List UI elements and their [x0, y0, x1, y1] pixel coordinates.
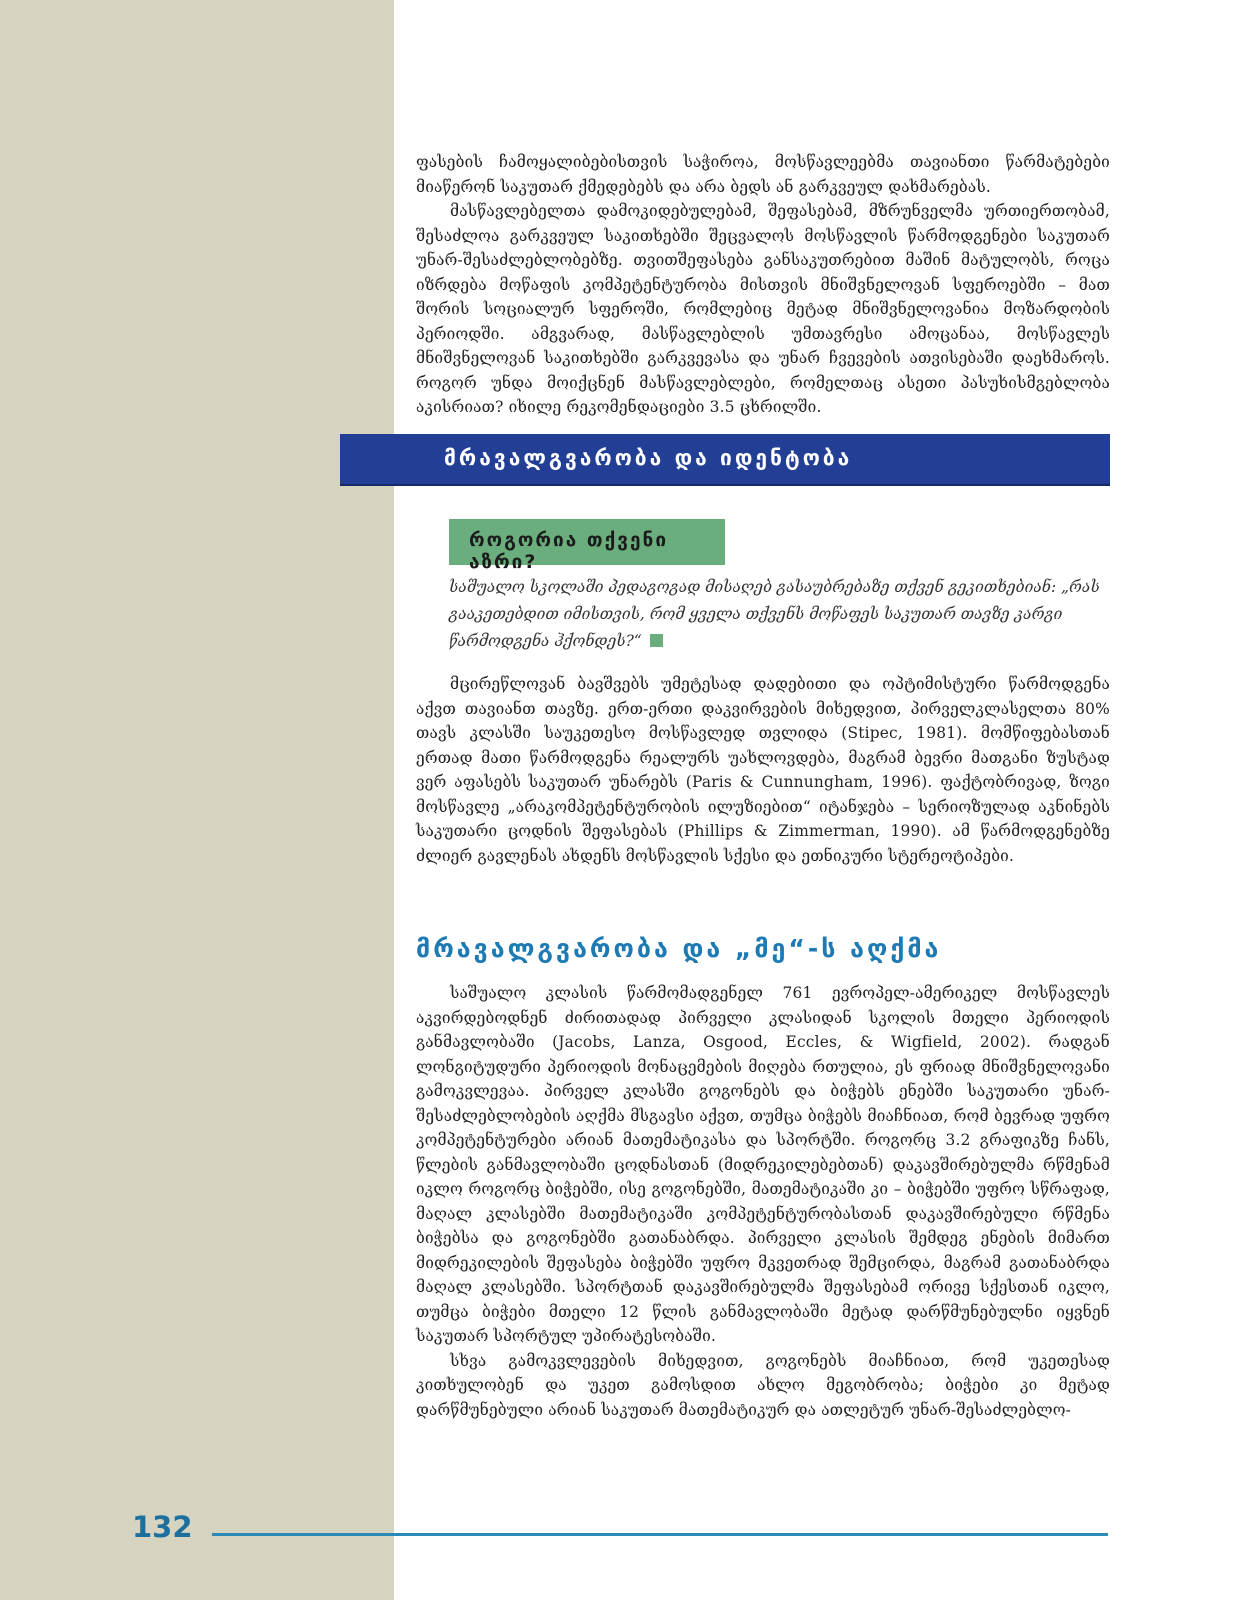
- page-number: 132: [132, 1510, 193, 1544]
- left-margin-band: [0, 0, 394, 1600]
- green-square-icon: [650, 634, 663, 647]
- paragraph: მცირეწლოვან ბავშვებს უმეტესად დადებითი და ოპტიმისტური წარმოდგენა აქვთ თავიანთ თავზე. ერთ-ერთი დაკვირვების მიხედვით, პირველკლასელთა 80% თავს კლასში საუკეთესო მოსწავლედ თვლიდა (Stipec, 1981). მომწიფებასთან ერთად მათი წარმოდგენა რეალურს უახლოვდება, მაგრამ ბევრი მათგანი ზუსტად ვერ აფასებს საკუთარ უნარებს (Paris & Cunnungham, 1996). ფაქტობრივად, ზოგი მოსწავლე „არაკომპეტენტურობის ილუზიებით“ იტანჯება – სერიოზულად აკნინებს საკუთარი ცოდნის შეფასებას (Phillips & Zimmerman, 1990). ამ წარმოდგენებზე ძლიერ გავლენას ახდენს მოსწავლის სქესი და ეთნიკური სტერეოტიპები.: [416, 675, 1110, 865]
- section-banner: [340, 434, 1110, 486]
- opinion-box: [449, 519, 725, 573]
- paragraph: სხვა გამოკვლევების მიხედვით, გოგონებს მიაჩნიათ, რომ უკეთესად კითხულობენ და უკეთ გამოსდით ახლო მეგობრობა; ბიჭები კი მეტად დარწმუნებული არიან საკუთარ მათემატიკურ და ათლეტურ უნარ-შესაძლებლო-: [416, 1351, 1110, 1419]
- opinion-box-title: როგორია თქვენი აზრი?: [469, 529, 669, 573]
- paragraph: საშუალო კლასის წარმომადგენელ 761 ევროპელ-ამერიკელ მოსწავლეს აკვირდებოდნენ ძირითადად პირველი კლასიდან სკოლის მთელი პერიოდის განმავლობაში (Jacobs, Lanza, Osgood, Eccles, & Wigfield, 2002). რადგან ლონგიტუდური პერიოდის მონაცემების მიღება რთულია, ეს ფრიად მნიშვნელოვანი გამოკვლევაა. პირველ კლასში გოგონებს და ბიჭებს ენებში საკუთარი უნარ-შესაძლებლობების აღქმა მსგავსი აქვთ, თუმცა ბიჭებს მიაჩნიათ, რომ ბევრად უფრო კომპეტენტურები არიან მათემატიკასა და სპორტში. როგორც 3.2 გრაფიკზე ჩანს, წლების განმავლობაში ცოდნასთან (მიდრეკილებებთან) დაკავშირებულმა რწმენამ იკლო როგორც ბიჭებში, ისე გოგონებში, მათემატიკაში კი – ბიჭებში უფრო სწრაფად, მაღალ კლასებში მათემატიკაში კომპეტენტურობასთან დაკავშირებული რწმენა ბიჭებსა და გოგონებში გათანაბრდა. პირველი კლასის შემდეგ ენების მიმართ მიდრეკილების შეფასება ბიჭებში უფრო მკვეთრად შემცირდა, მაგრამ გათანაბრდა მაღალ კლასებში. სპორტთან დაკავშირებულმა შეფასებამ ორივე სქესთან იკლო, თუმცა ბიჭები მთელი 12 წლის განმავლობაში მეტად დარწმუნებულნი იყვნენ საკუთარ სპორტულ უპირატესობაში.: [416, 984, 1110, 1345]
- paragraph: მასწავლებელთა დამოკიდებულებამ, შეფასებამ, მზრუნველმა ურთიერთობამ, შესაძლოა გარკვეულ საკითხებში შეცვალოს მოსწავლის წარმოდგენები საკუთარ უნარ-შესაძლებლობებზე. თვითშეფასება განსაკუთრებით მაშინ მატულობს, როცა იზრდება მოწაფის კომპეტენტურობა მისთვის მნიშვნელოვან სფეროებში – მათ შორის სოციალურ სფეროში, რომლებიც მეტად მნიშვნელოვანია მოზარდობის პერიოდში. ამგვარად, მასწავლებლის უმთავრესი ამოცანაა, მოსწავლეს მნიშვნელოვან საკითხებში გარკვევასა და უნარ ჩვევების ათვისებაში დაეხმაროს. როგორ უნდა მოიქცნენ მასწავლებლები, რომელთაც ასეთი პასუხისმგებლობა აკისრიათ? იხილე რეკომენდაციები 3.5 ცხრილში.: [416, 202, 1110, 416]
- section-banner-title: მრავალგვარობა და იდენტობა: [444, 446, 853, 470]
- middle-text-block: [416, 672, 1110, 868]
- footer-rule: [212, 1533, 1108, 1536]
- paragraph: ფასების ჩამოყალიბებისთვის საჭიროა, მოსწავლეებმა თავიანთი წარმატებები მიაწერონ საკუთარ ქმედებებს და არა ბედს ან გარკვეულ დახმარებას.: [416, 153, 1110, 196]
- quote-text: საშუალო სკოლაში პედაგოგად მისაღებ გასაუბრებაზე თქვენ გეკითხებიან: „რას გააკეთებდით იმისთვის, რომ ყველა თქვენს მოწაფეს საკუთარ თავზე კარგი წარმოდგენა ჰქონდეს?“: [449, 578, 1100, 650]
- section-heading: მრავალგვარობა და „მე“-ს აღქმა: [416, 934, 942, 963]
- intro-text-block: [416, 150, 1110, 420]
- opinion-quote: [449, 574, 1109, 655]
- lower-text-block: [416, 981, 1110, 1422]
